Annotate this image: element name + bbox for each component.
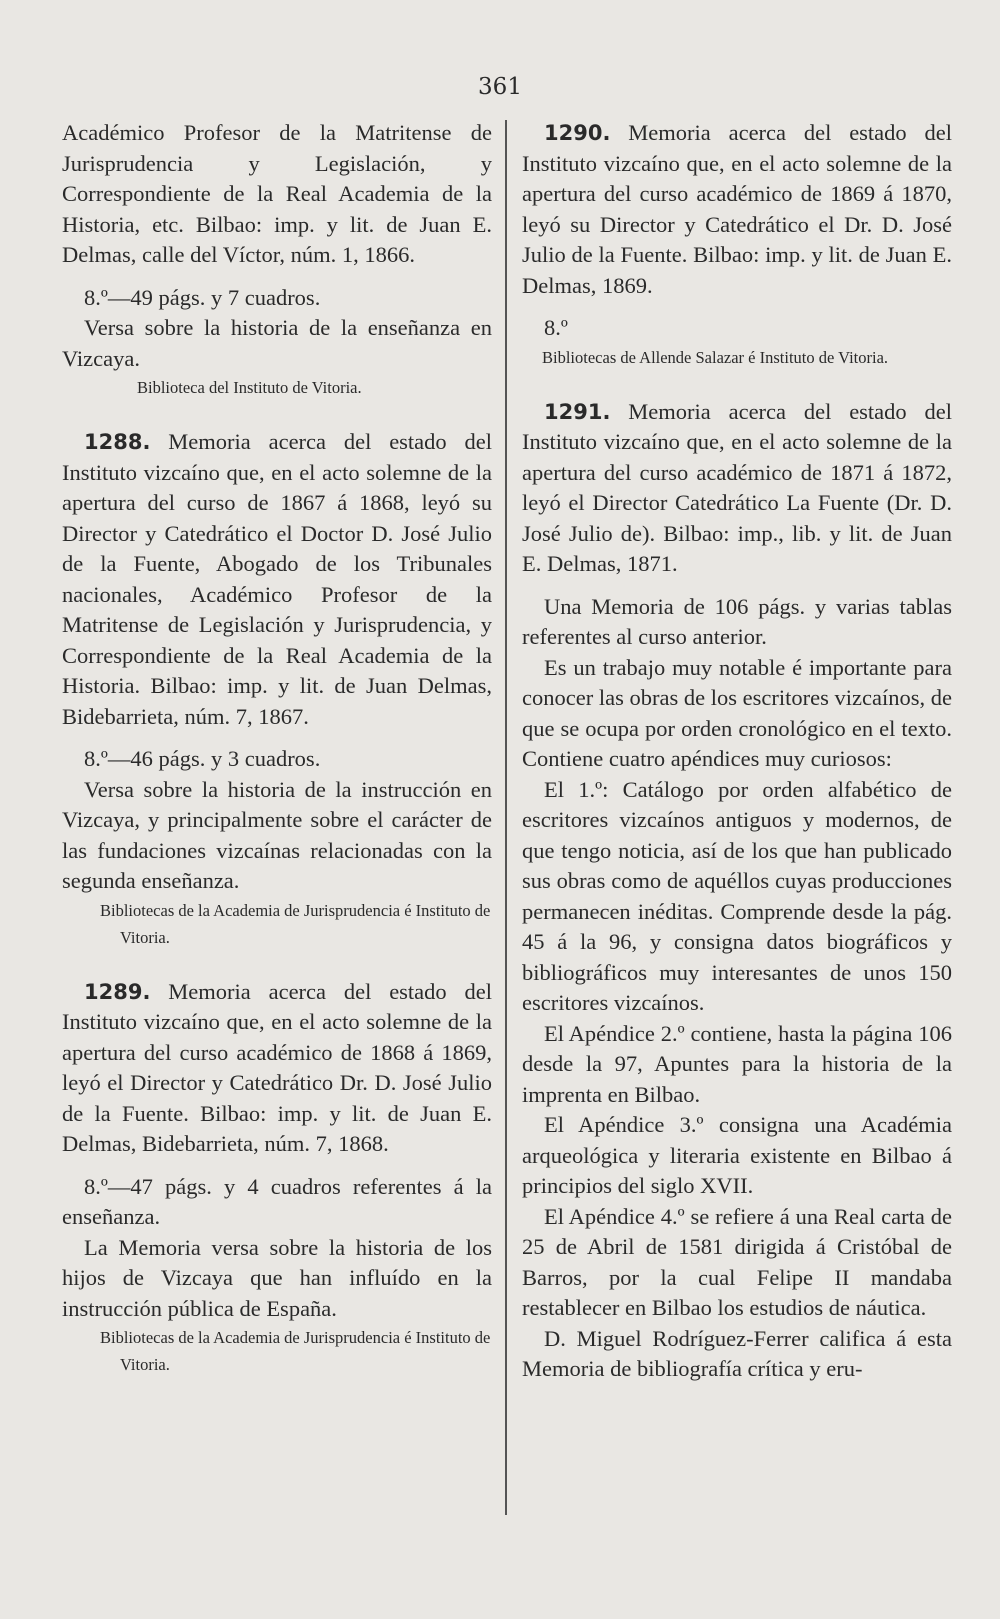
entry-paragraph: El 1.º: Catálogo por orden alfabético de escritores vizcaínos antiguos y modernos, de que tengo noticia, así de los que han publicado sus obras como de aquéllos cuyas producciones permanecen inéditas. Comprende desde la pág. 45 á la 96, y consigna datos biográficos y bibliográficos muy interesantes de unos 150 escritores vizcaínos. bbox=[522, 776, 952, 1015]
entry-format: 8.º—47 págs. y 4 cuadros referentes á la enseñanza. bbox=[62, 1173, 492, 1229]
entry-format: 8.º—49 págs. y 7 cuadros. bbox=[84, 284, 321, 310]
entry-format: 8.º—46 págs. y 3 cuadros. bbox=[84, 746, 321, 771]
entry-location: Bibliotecas de Allende Salazar é Instituto de Vitoria. bbox=[542, 347, 889, 367]
column-divider bbox=[505, 120, 507, 1515]
entry-note: Versa sobre la historia de la enseñanza en Vizcaya. bbox=[62, 315, 492, 371]
entry-1288 bbox=[62, 427, 492, 732]
entry-note: La Memoria versa sobre la historia de los hijos de Vizcaya que han influído en la instrucción pública de España. bbox=[62, 1234, 492, 1321]
entry-text: Memoria acerca del estado del Instituto vizcaíno que, en el acto solemne de la apertura del curso de 1867 á 1868, leyó su Director y Catedrático el Doctor D. José Julio de la Fuente, Abogado de los Tribunales nacionales, Académico Profesor de la Matritense de Legislación y Jurisprudencia, y Correspondiente de la Real Academia de la Historia. Bilbao: imp. y lit. de Juan Delmas, Bidebarrieta, núm. 7, 1867. bbox=[62, 429, 492, 729]
entry-format: 8.º bbox=[544, 315, 568, 340]
entry-text: Memoria acerca del estado del Instituto vizcaíno que, en el acto solemne de la apertura del curso académico de 1869 á 1870, leyó su Director y Catedrático el Dr. D. José Julio de la Fuente. Bilbao: imp. y lit. de Juan E. Delmas, 1869. bbox=[522, 120, 952, 298]
entry-number: 1291. bbox=[544, 399, 611, 424]
entry-location: Biblioteca del Instituto de Vitoria. bbox=[137, 378, 362, 397]
entry-location: Bibliotecas de la Academia de Jurisprudencia é Instituto de Vitoria. bbox=[100, 900, 491, 947]
entry-continuation-text: Académico Profesor de la Matritense de Jurisprudencia y Legislación, y Correspondiente de la Real Academia de la Historia, etc. Bilbao: imp. y lit. de Juan E. Delmas, calle del Víctor, núm. 1, 1866. bbox=[62, 120, 492, 267]
entry-1290 bbox=[522, 118, 952, 301]
entry-1291 bbox=[522, 397, 952, 580]
entry-paragraph: D. Miguel Rodríguez-Ferrer califica á esta Memoria de bibliografía crítica y eru- bbox=[522, 1325, 952, 1381]
entry-1289 bbox=[62, 977, 492, 1160]
entry-paragraph: El Apéndice 4.º se refiere á una Real carta de 25 de Abril de 1581 dirigida á Cristóbal de Barros, por la cual Felipe II mandaba restablecer en Bilbao los estudios de náutica. bbox=[522, 1203, 952, 1320]
left-column bbox=[62, 118, 492, 1378]
right-column bbox=[522, 118, 952, 1385]
entry-number: 1288. bbox=[84, 430, 151, 454]
entry-paragraph: Es un trabajo muy notable é importante para conocer las obras de los escritores vizcaínos, de que se ocupa por orden cronológico en el texto. Contiene cuatro apéndices muy curiosos: bbox=[522, 654, 952, 771]
entry-paragraph: El Apéndice 3.º consigna una Académia arqueológica y literaria existente en Bilbao á principios del siglo XVII. bbox=[522, 1112, 952, 1198]
entry-text: Memoria acerca del estado del Instituto vizcaíno que, en el acto solemne de la apertura del curso académico de 1868 á 1869, leyó el Director y Catedrático Dr. D. José Julio de la Fuente. Bilbao: imp. y lit. de Juan E. Delmas, Bidebarrieta, núm. 7, 1868. bbox=[62, 978, 492, 1156]
entry-number: 1290. bbox=[544, 121, 611, 145]
entry-location: Bibliotecas de la Academia de Jurisprudencia é Instituto de Vitoria. bbox=[100, 1328, 491, 1374]
entry-paragraph: El Apéndice 2.º contiene, hasta la página 106 desde la 97, Apuntes para la historia de la imprenta en Bilbao. bbox=[522, 1020, 952, 1107]
entry-text: Memoria acerca del estado del Instituto vizcaíno que, en el acto solemne de la apertura del curso académico de 1871 á 1872, leyó el Director Catedrático La Fuente (Dr. D. José Julio de). Bilbao: imp., lib. y lit. de Juan E. Delmas, 1871. bbox=[522, 398, 952, 576]
page-number: 361 bbox=[478, 74, 522, 100]
entry-paragraph: Una Memoria de 106 págs. y varias tablas referentes al curso anterior. bbox=[522, 593, 952, 649]
entry-note: Versa sobre la historia de la instrucción en Vizcaya, y principalmente sobre el carácter de las fundaciones vizcaínas relacionadas con la segunda enseñanza. bbox=[62, 776, 492, 893]
entry-number: 1289. bbox=[84, 979, 151, 1004]
